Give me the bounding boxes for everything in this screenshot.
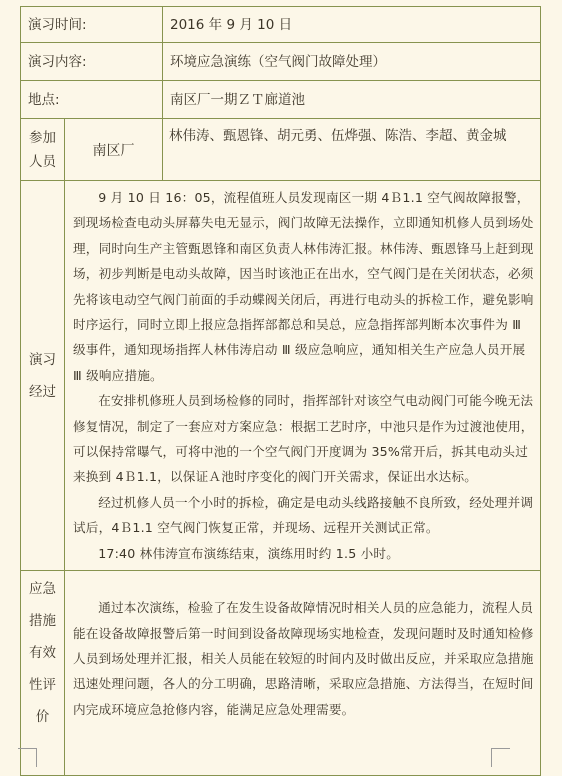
content-value: 环境应急演练（空气阀门故障处理） (163, 43, 541, 81)
process-paragraph: 9 月 10 日 16：05，流程值班人员发现南区一期 4Ｂ1.1 空气阀故障报警，到现场检查电动头屏幕失电无显示，阀门故障无法操作，立即通知机修人员到场处理，同时向生产主管甄恩锋和南区负责人林伟涛汇报。林伟涛、甄恩锋马上赶到现场，初步判断是电动头故障，因当时该池正在出水，空气阀门是在关闭状态，必须先将该电动空气阀门前面的手动蝶阀关闭后，再进行电动头的拆检工作，避免影响时序运行，同时立即上报应急指挥部都总和吴总，应急指挥部判断本次事件为 Ⅲ 级事件，通知现场指挥人林伟涛启动 Ⅲ 级应急响应，通知相关生产应急人员开展 Ⅲ 级响应措施。 (73, 190, 534, 383)
evaluation-body (65, 571, 541, 776)
time-row (21, 7, 541, 43)
participants-names: 林伟涛、甄恩锋、胡元勇、伍烨强、陈浩、李超、黄金城 (163, 119, 541, 181)
page-corner-mark-left (18, 748, 37, 767)
participants-label: 参加人员 (21, 119, 65, 181)
content-label: 演习内容: (21, 43, 163, 81)
time-label: 演习时间: (21, 7, 163, 43)
process-paragraph: 在安排机修班人员到场检修的同时，指挥部针对该空气电动阀门可能今晚无法修复情况，制定了一套应对方案应急：根据工艺时序，中池只是作为过渡池使用，可以保持常曝气，可将中池的一个空气阀门开度调为 35%常开后，拆其电动头过来换到 4Ｂ1.1，以保证Ａ池时序变化的阀门开关需求，保证出水达标。 (73, 393, 534, 485)
location-label: 地点: (21, 81, 163, 119)
participants-row (21, 119, 541, 181)
drill-record-table (20, 6, 541, 776)
participants-unit: 南区厂 (65, 119, 163, 181)
evaluation-paragraph: 通过本次演练，检验了在发生设备故障情况时相关人员的应急能力，流程人员能在设备故障报警后第一时间到设备故障现场实地检查，发现问题时及时通知检修人员到场处理并汇报，相关人员能在较短的时间内及时做出反应，并采取应急措施迅速处理问题，各人的分工明确，思路清晰，采取应急措施、方法得当，在短时间内完成环境应急抢修内容，能满足应急处理需要。 (73, 600, 534, 717)
page-corner-mark-right (491, 748, 510, 767)
process-body (65, 181, 541, 571)
process-paragraph: 经过机修人员一个小时的拆检，确定是电动头线路接触不良所致，经处理并调试后，4Ｂ1.1 空气阀门恢复正常，并现场、远程开关测试正常。 (73, 494, 534, 536)
evaluation-label: 应急措施有效性评价 (21, 571, 65, 776)
evaluation-row (21, 571, 541, 776)
process-row (21, 181, 541, 571)
location-row (21, 81, 541, 119)
process-label: 演习经过 (21, 181, 65, 571)
process-paragraph: 17:40 林伟涛宣布演练结束，演练用时约 1.5 小时。 (98, 545, 400, 561)
time-value: 2016 年 9 月 10 日 (163, 7, 541, 43)
content-row (21, 43, 541, 81)
location-value: 南区厂一期ＺＴ廊道池 (163, 81, 541, 119)
